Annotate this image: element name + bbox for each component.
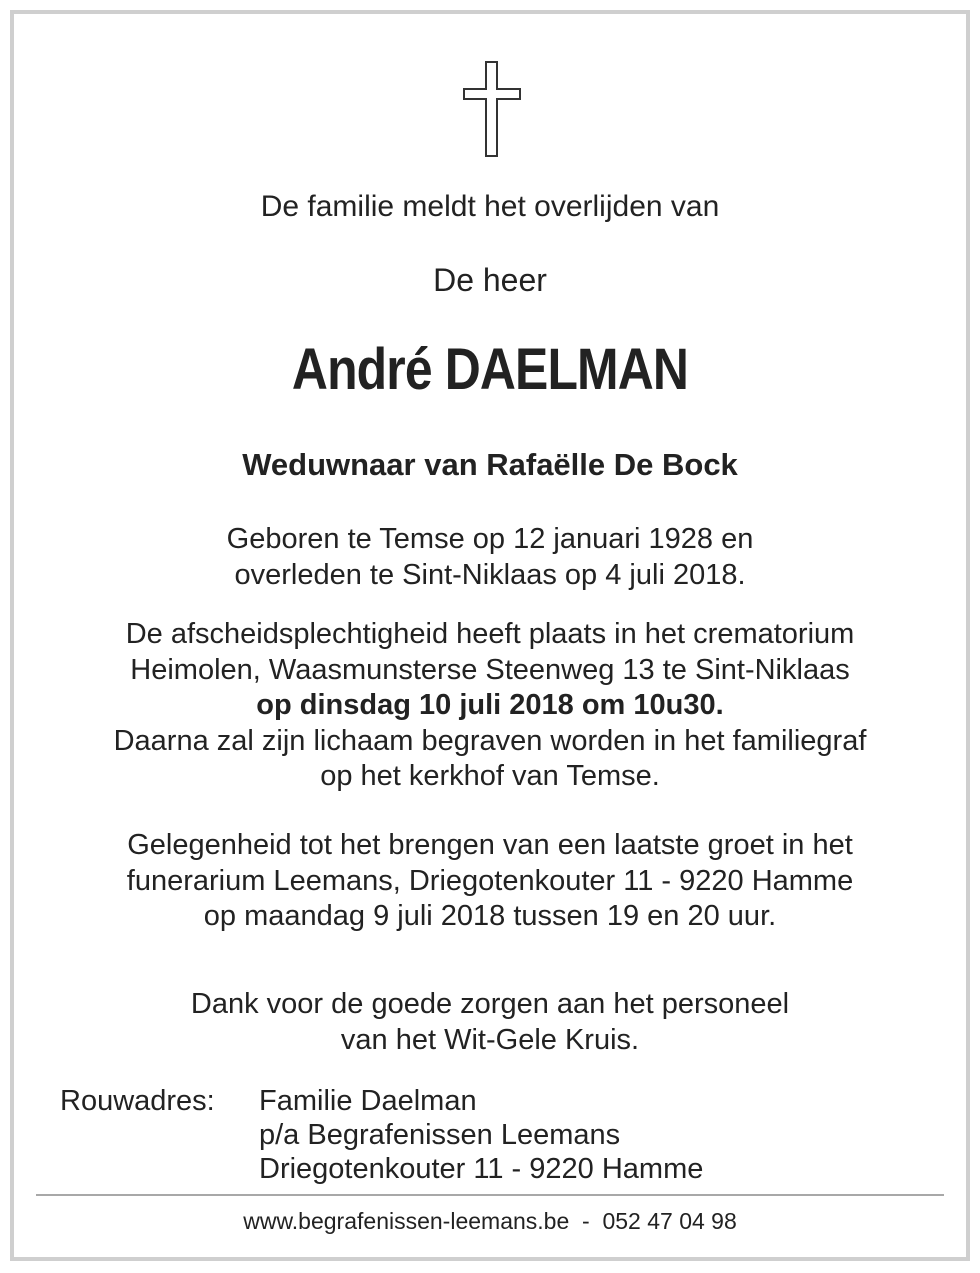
ceremony-info xyxy=(0,617,980,795)
address-line: Familie Daelman xyxy=(259,1085,477,1117)
visit-line: op maandag 9 juli 2018 tussen 19 en 20 uur. xyxy=(203,900,777,932)
ceremony-line: Heimolen, Waasmunsterse Steenweg 13 te Sint-Niklaas xyxy=(130,653,850,686)
ceremony-datetime: op dinsdag 10 juli 2018 om 10u30. xyxy=(256,689,724,721)
widower-of: Weduwnaar van Rafaëlle De Bock xyxy=(242,447,738,482)
thanks-note xyxy=(0,987,980,1058)
visit-line: Gelegenheid tot het brengen van een laatste groet in het xyxy=(127,829,853,861)
visitation-info xyxy=(0,828,980,935)
ceremony-line: Daarna zal zijn lichaam begraven worden in het familiegraf xyxy=(113,724,867,757)
ceremony-line: op het kerkhof van Temse. xyxy=(320,760,660,792)
divider xyxy=(36,1194,944,1196)
cross-icon xyxy=(463,61,521,157)
deceased-name: André DAELMAN xyxy=(291,337,689,402)
honorific: De heer xyxy=(433,262,547,298)
address-line: p/a Begrafenissen Leemans xyxy=(259,1119,621,1151)
address-line: Driegotenkouter 11 - 9220 Hamme xyxy=(259,1153,704,1185)
footer-contact: www.begrafenissen-leemans.be - 052 47 04 98 xyxy=(243,1208,737,1234)
died-line: overleden te Sint-Niklaas op 4 juli 2018. xyxy=(234,558,746,591)
thanks-line: van het Wit-Gele Kruis. xyxy=(340,1023,640,1056)
address-label: Rouwadres: xyxy=(60,1085,215,1117)
thanks-line: Dank voor de goede zorgen aan het personeel xyxy=(190,988,790,1020)
intro-text: De familie meldt het overlijden van xyxy=(260,190,720,223)
ceremony-line: De afscheidsplechtigheid heeft plaats in het crematorium xyxy=(125,618,855,650)
visit-line: funerarium Leemans, Driegotenkouter 11 - 9220 Hamme xyxy=(126,864,854,897)
mourning-address xyxy=(259,1084,703,1186)
birth-death-info xyxy=(0,522,980,593)
born-line: Geboren te Temse op 12 januari 1928 en xyxy=(226,523,754,555)
